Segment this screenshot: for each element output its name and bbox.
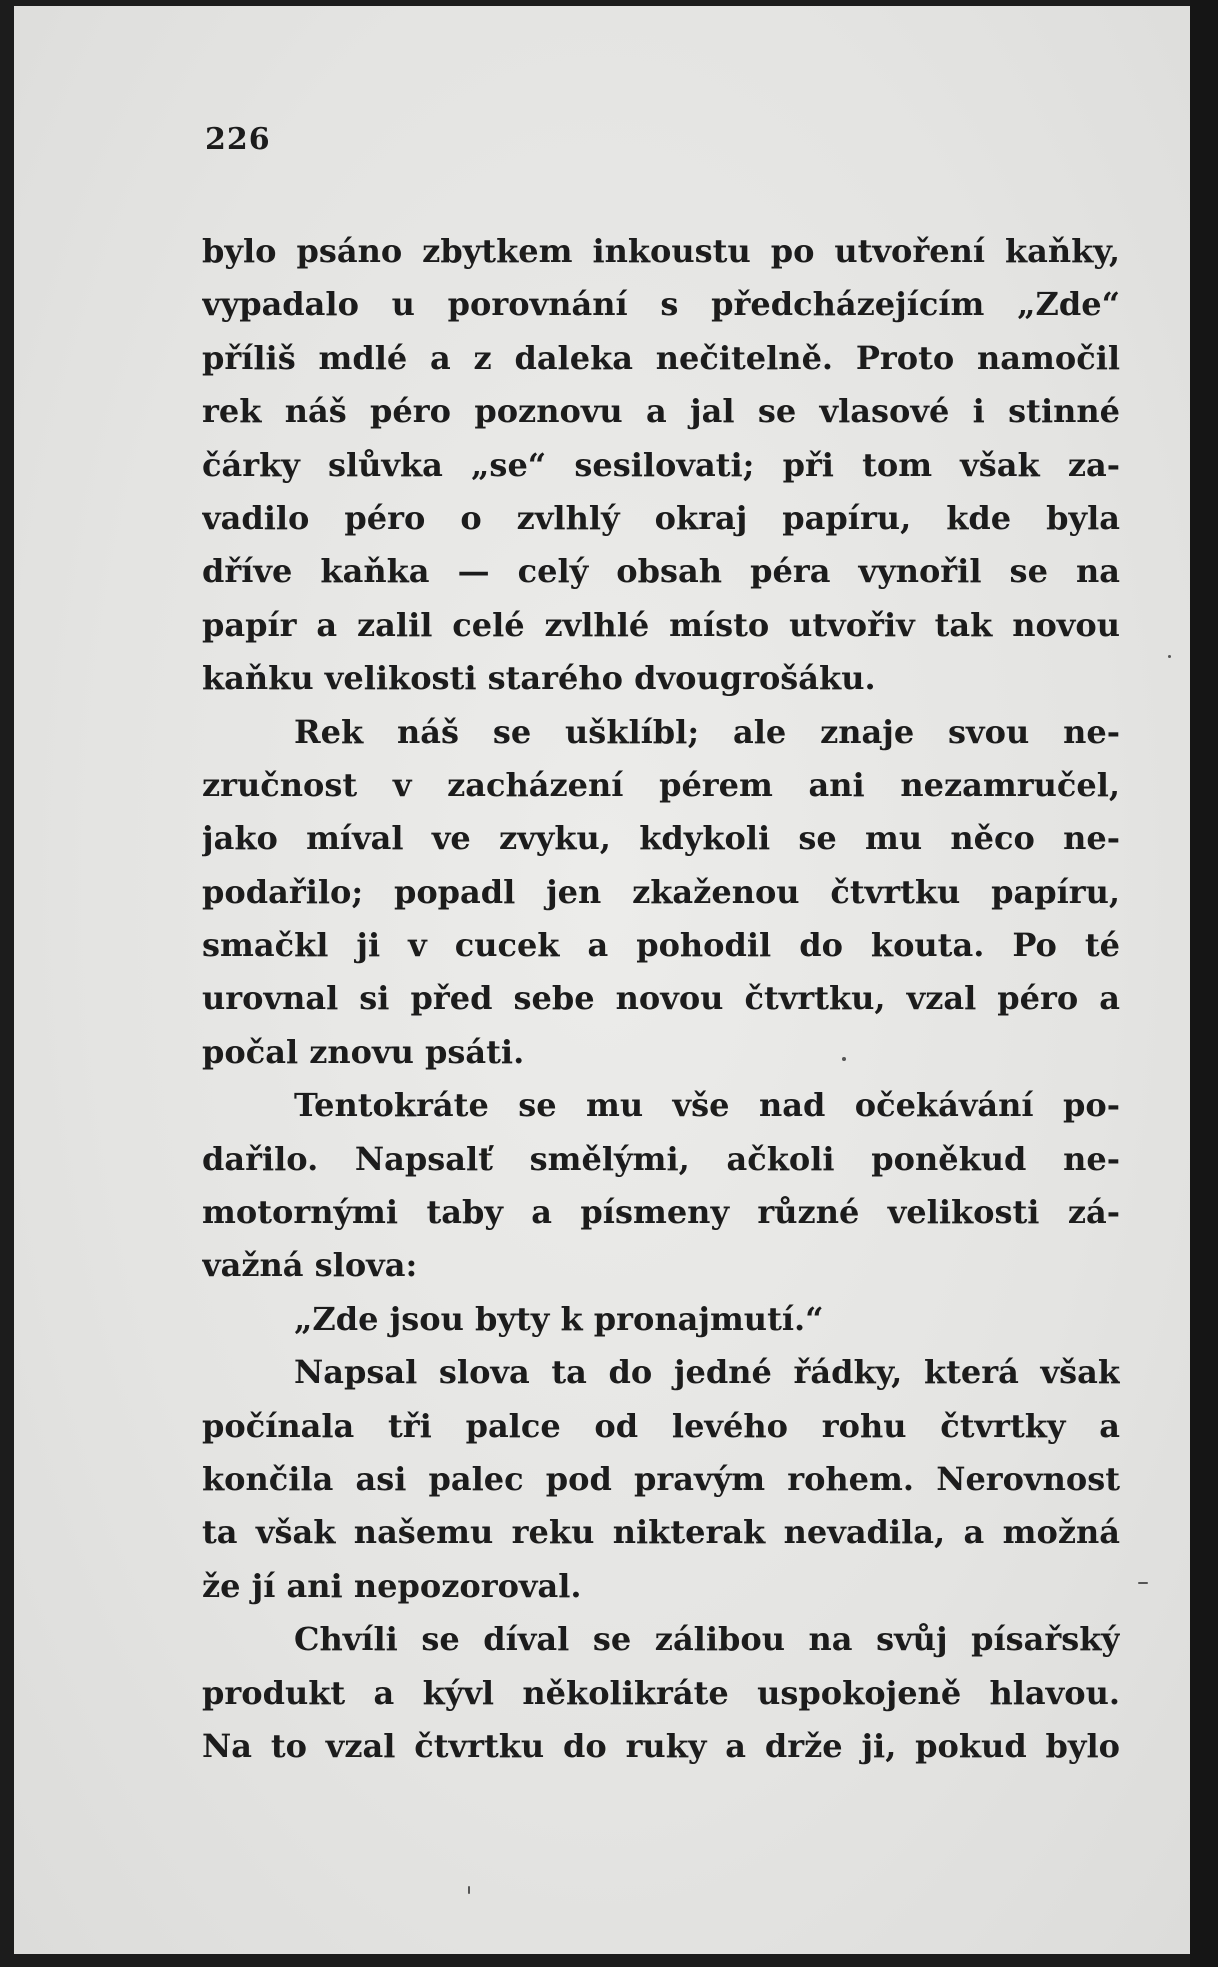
text-line: papír a zalil celé zvlhlé místo utvořiv tak novou bbox=[202, 605, 1120, 644]
text-line: že jí ani nepozoroval. bbox=[202, 1566, 582, 1605]
text-line: urovnal si před sebe novou čtvrtku, vzal péro a bbox=[202, 979, 1120, 1018]
text-line: Na to vzal čtvrtku do ruky a drže ji, pokud bylo bbox=[202, 1726, 1120, 1765]
text-line: produkt a kývl několikráte uspokojeně hlavou. bbox=[202, 1673, 1120, 1712]
text-line: ta však našemu reku nikterak nevadila, a možná bbox=[202, 1513, 1120, 1552]
text-line: dařilo. Napsalť smělými, ačkoli poněkud ne- bbox=[202, 1139, 1120, 1178]
text-line: Napsal slova ta do jedné řádky, která však bbox=[294, 1353, 1120, 1392]
paper-speck bbox=[842, 1057, 846, 1061]
page-number: 226 bbox=[205, 122, 271, 157]
body-text bbox=[202, 225, 1120, 1773]
text-line: smačkl ji v cucek a pohodil do kouta. Po té bbox=[202, 926, 1120, 965]
text-line: končila asi palec pod pravým rohem. Nerovnost bbox=[202, 1459, 1120, 1498]
text-line: Chvíli se díval se zálibou na svůj písařský bbox=[294, 1620, 1120, 1659]
paper-speck bbox=[468, 1886, 470, 1894]
text-line: Tentokráte se mu vše nad očekávání po- bbox=[294, 1086, 1120, 1125]
text-line: zručnost v zacházení pérem ani nezamručel, bbox=[202, 765, 1120, 804]
text-line: „Zde jsou byty k pronajmutí.“ bbox=[294, 1299, 824, 1338]
text-line: važná slova: bbox=[202, 1246, 418, 1285]
text-line: čárky slůvka „se“ sesilovati; při tom však za- bbox=[202, 445, 1120, 484]
text-line: dříve kaňka — celý obsah péra vynořil se na bbox=[202, 552, 1120, 591]
text-line: příliš mdlé a z daleka nečitelně. Proto namočil bbox=[202, 338, 1120, 377]
text-line: rek náš péro poznovu a jal se vlasové i stinné bbox=[202, 392, 1120, 431]
page-edge-shadow bbox=[1190, 0, 1218, 1967]
text-line: Rek náš se ušklíbl; ale znaje svou ne- bbox=[294, 712, 1120, 751]
text-line: vadilo péro o zvlhlý okraj papíru, kde byla bbox=[202, 498, 1120, 537]
text-line: kaňku velikosti starého dvougrošáku. bbox=[202, 659, 876, 698]
text-line: bylo psáno zbytkem inkoustu po utvoření kaňky, bbox=[202, 232, 1120, 270]
text-line: vypadalo u porovnání s předcházejícím „Zde“ bbox=[202, 285, 1120, 324]
text-line: jako míval ve zvyku, kdykoli se mu něco ne- bbox=[202, 819, 1120, 858]
text-line: motornými taby a písmeny různé velikosti zá- bbox=[202, 1193, 1120, 1232]
text-line: počínala tři palce od levého rohu čtvrtky a bbox=[202, 1406, 1120, 1445]
text-line: podařilo; popadl jen zkaženou čtvrtku papíru, bbox=[202, 872, 1120, 911]
text-line: počal znovu psáti. bbox=[202, 1032, 525, 1071]
paper-speck bbox=[1168, 655, 1171, 658]
paper-speck bbox=[1138, 1582, 1148, 1584]
